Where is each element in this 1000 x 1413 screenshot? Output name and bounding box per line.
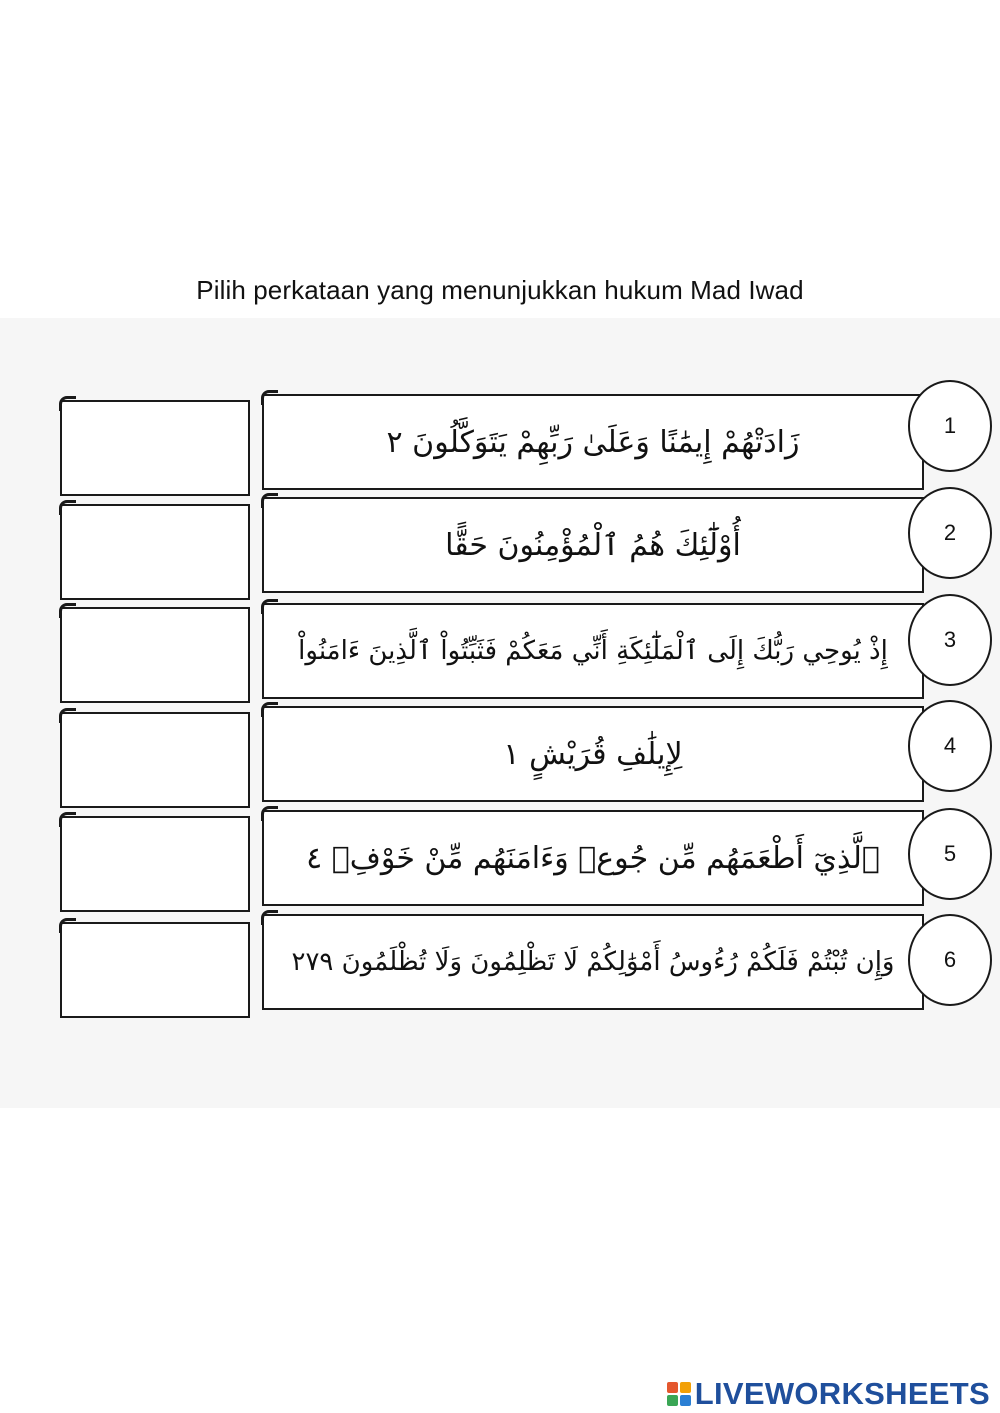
answer-drop-box-6[interactable] <box>60 922 250 1018</box>
row-number-3: 3 <box>908 594 992 686</box>
instruction-text: Pilih perkataan yang menunjukkan hukum Mad Iwad <box>196 275 804 305</box>
verse-option-4[interactable] <box>262 706 924 802</box>
brand-square <box>667 1395 678 1406</box>
box-fold-icon <box>59 708 76 723</box>
brand-squares-icon <box>667 1382 691 1406</box>
answer-drop-box-4[interactable] <box>60 712 250 808</box>
box-fold-icon <box>261 806 278 821</box>
verse-text-2: أُوْلَٰٓئِكَ هُمُ ٱلْمُؤْمِنُونَ حَقًّا <box>445 527 741 563</box>
row-number-6: 6 <box>908 914 992 1006</box>
brand-name: LIVEWORKSHEETS <box>694 1376 990 1411</box>
row-number-1: 1 <box>908 380 992 472</box>
box-fold-icon <box>59 812 76 827</box>
verse-option-3[interactable] <box>262 603 924 699</box>
box-fold-icon <box>261 493 278 508</box>
box-fold-icon <box>59 603 76 618</box>
answer-drop-box-5[interactable] <box>60 816 250 912</box>
box-fold-icon <box>261 702 278 717</box>
verse-option-5[interactable] <box>262 810 924 906</box>
verse-text-6: وَإِن تُبْتُمْ فَلَكُمْ رُءُوسُ أَمْوَٰلِكُمْ لَا تَظْلِمُونَ وَلَا تُظْلَمُونَ ٢٧٩ <box>291 947 895 977</box>
liveworksheets-logo <box>667 1376 990 1412</box>
box-fold-icon <box>261 599 278 614</box>
verse-text-5: ٱلَّذِيٓ أَطْعَمَهُم مِّن جُوعٖ وَءَامَنَهُم مِّنْ خَوْفِۭ ٤ <box>306 840 880 876</box>
row-number-2: 2 <box>908 487 992 579</box>
verse-text-4: لِإِيلَٰفِ قُرَيْشٍ ١ <box>503 736 683 772</box>
verse-text-1: زَادَتْهُمْ إِيمَٰنًا وَعَلَىٰ رَبِّهِمْ يَتَوَكَّلُونَ ٢ <box>386 424 800 460</box>
brand-square <box>680 1382 691 1393</box>
verse-option-2[interactable] <box>262 497 924 593</box>
verse-option-1[interactable] <box>262 394 924 490</box>
verse-option-6[interactable] <box>262 914 924 1010</box>
answer-drop-box-1[interactable] <box>60 400 250 496</box>
box-fold-icon <box>261 910 278 925</box>
brand-square <box>680 1395 691 1406</box>
answer-drop-box-3[interactable] <box>60 607 250 703</box>
brand-square <box>667 1382 678 1393</box>
answer-drop-box-2[interactable] <box>60 504 250 600</box>
box-fold-icon <box>59 500 76 515</box>
box-fold-icon <box>261 390 278 405</box>
row-number-4: 4 <box>908 700 992 792</box>
box-fold-icon <box>59 396 76 411</box>
box-fold-icon <box>59 918 76 933</box>
row-number-5: 5 <box>908 808 992 900</box>
verse-text-3: إِذْ يُوحِي رَبُّكَ إِلَى ٱلْمَلَٰٓئِكَةِ أَنِّي مَعَكُمْ فَثَبِّتُواْ ٱلَّذِينَ ءَامَنُواْ <box>298 636 888 666</box>
